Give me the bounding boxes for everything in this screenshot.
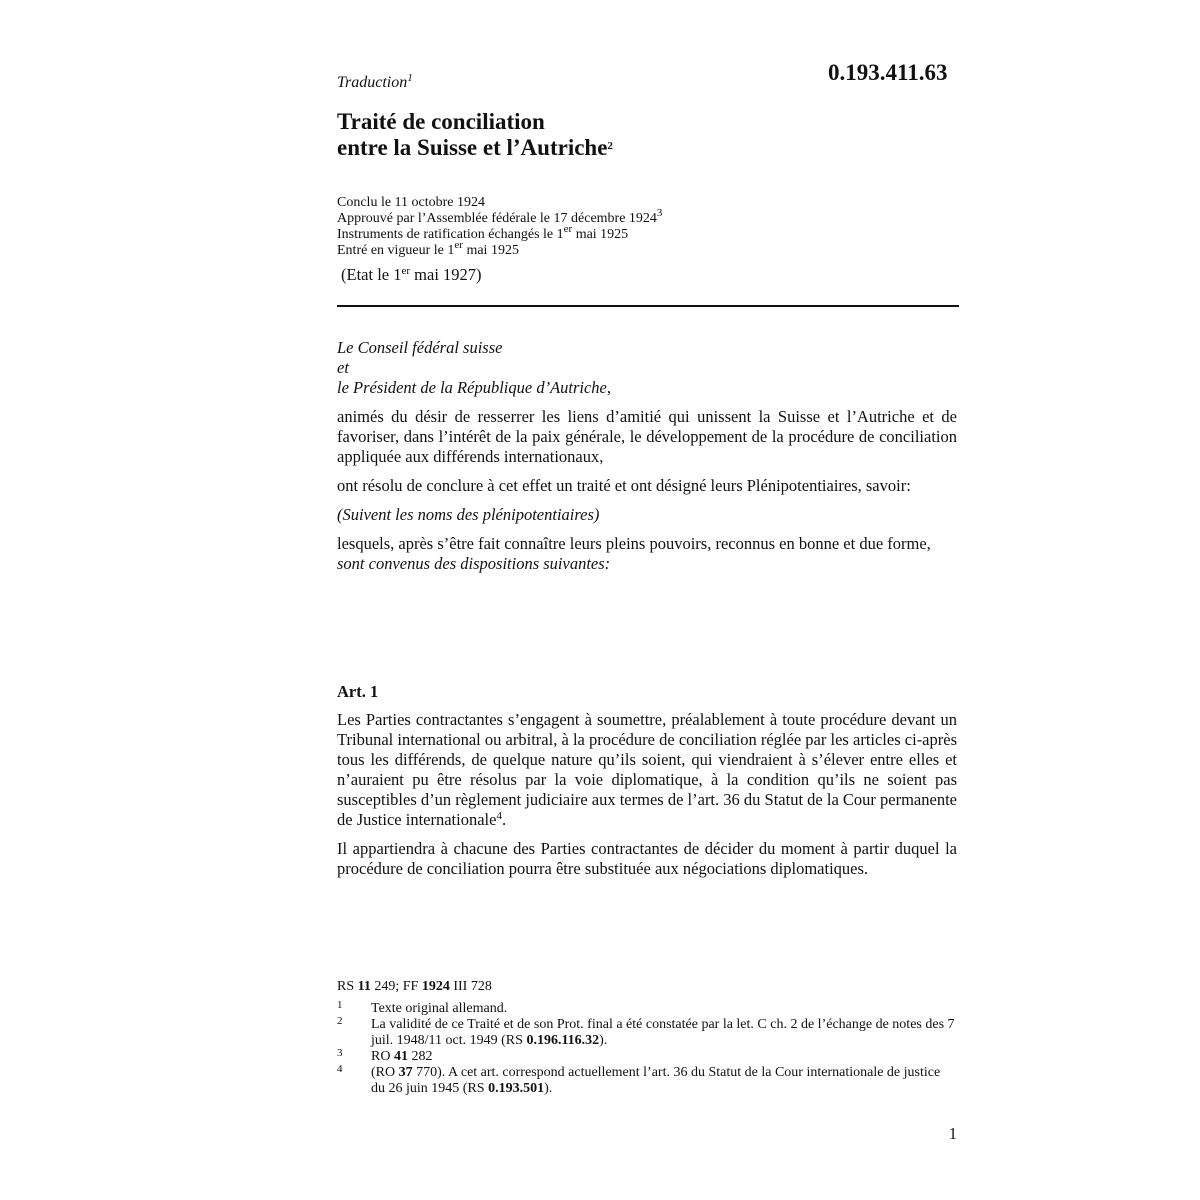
preamble-para-2: ont résolu de conclure à cet effet un traité et ont désigné leurs Plénipotentiaires, savoir: bbox=[337, 476, 911, 495]
footnote-4-ro-vol: 37 bbox=[398, 1065, 413, 1080]
footnote-2-num: 2 bbox=[337, 1015, 343, 1027]
footnote-3-num: 3 bbox=[337, 1047, 343, 1059]
footnote-2 bbox=[337, 1017, 957, 1049]
meta-approuve bbox=[337, 207, 957, 227]
article-1-para-1 bbox=[337, 710, 957, 830]
footnote-4 bbox=[337, 1065, 957, 1097]
fn-source-rs: RS bbox=[337, 979, 358, 994]
meta-entre-pre: Entré en vigueur le 1 bbox=[337, 243, 455, 258]
preamble-para-1: animés du désir de resserrer les liens d’amitié qui unissent la Suisse et l’Autriche et de favoriser, dans l’intérêt de la paix générale, le développement de la procédure de conciliation appliquée aux différends internationaux, bbox=[337, 407, 957, 466]
fn-source-rs-vol: 11 bbox=[357, 979, 371, 994]
footnote-2-pre: La validité de ce Traité et de son Prot. final a été constatée par la let. C ch. 2 de l’échange de notes des 7 juil. 1948/11 oct. 1949 (RS bbox=[371, 1017, 955, 1048]
footnote-4-rs-link[interactable]: 0.193.501 bbox=[488, 1080, 545, 1096]
meta-instruments bbox=[337, 223, 957, 243]
document-title bbox=[337, 109, 957, 161]
page-number: 1 bbox=[948, 1124, 957, 1143]
footnote-ref-2[interactable]: 2 bbox=[607, 140, 613, 152]
meta-approuve-text: Approuvé par l’Assemblée fédérale le 17 décembre 1924 bbox=[337, 211, 657, 226]
meta-instruments-pre: Instruments de ratification échangés le 1 bbox=[337, 227, 564, 242]
preamble-para-4: lesquels, après s’être fait connaître leurs pleins pouvoirs, reconnus en bonne et due forme, bbox=[337, 534, 931, 553]
footnote-3-ro-vol: 41 bbox=[393, 1049, 408, 1064]
footnote-3 bbox=[337, 1049, 957, 1065]
traduction-text: Traduction bbox=[337, 74, 408, 91]
meta-instruments-sup: er bbox=[563, 223, 573, 235]
footnote-4-text bbox=[371, 1065, 957, 1096]
footnote-source bbox=[337, 979, 957, 995]
traduction-label bbox=[337, 74, 957, 92]
preamble bbox=[337, 338, 957, 583]
footnote-4-num: 4 bbox=[337, 1063, 343, 1075]
title-line-1: Traité de conciliation bbox=[337, 109, 545, 134]
etat-sup: er bbox=[401, 265, 411, 277]
footnote-ref-3[interactable]: 3 bbox=[656, 207, 663, 219]
footnote-2-rs-link[interactable]: 0.196.116.32 bbox=[526, 1032, 600, 1048]
fn-source-ff-rest: III 728 bbox=[449, 979, 492, 994]
title-line-2-text: entre la Suisse et l’Autriche bbox=[337, 135, 608, 160]
meta-entre-sup: er bbox=[454, 239, 463, 251]
meta-instruments-post: mai 1925 bbox=[572, 227, 629, 242]
footnote-3-pre: RO bbox=[371, 1049, 394, 1064]
preamble-para-5: sont convenus des dispositions suivantes: bbox=[337, 554, 611, 573]
rs-number: 0.193.411.63 bbox=[828, 60, 948, 85]
treaty-metadata bbox=[337, 195, 957, 259]
article-1-heading: Art. 1 bbox=[337, 682, 379, 701]
header-divider bbox=[337, 305, 959, 307]
footnote-4-mid: 770). A cet art. correspond actuellement l’art. 36 du Statut de la Cour internationale de justice du 26 juin 1945 (RS bbox=[371, 1065, 941, 1096]
footnote-1-num: 1 bbox=[337, 999, 343, 1011]
footnote-4-post: ). bbox=[544, 1080, 553, 1096]
etat-pre: (Etat le 1 bbox=[341, 265, 402, 284]
preamble-et: et bbox=[337, 358, 349, 377]
meta-conclu: Conclu le 11 octobre 1924 bbox=[337, 195, 486, 210]
title-line-2 bbox=[337, 135, 957, 161]
meta-entre bbox=[337, 239, 957, 259]
footnote-2-text bbox=[371, 1017, 957, 1048]
footnote-4-pre: (RO bbox=[371, 1065, 399, 1080]
preamble-party-1: Le Conseil fédéral suisse bbox=[337, 338, 503, 357]
footnote-1 bbox=[337, 1001, 957, 1017]
article-1-para-1-end: . bbox=[501, 810, 507, 829]
article-1-para-2: Il appartiendra à chacune des Parties contractantes de décider du moment à partir duquel la procédure de conciliation pourra être substituée aux négociations diplomatiques. bbox=[337, 839, 957, 878]
etat-post: mai 1927) bbox=[410, 265, 482, 284]
footnote-2-post: ). bbox=[599, 1032, 608, 1048]
preamble-party-2: le Président de la République d’Autriche, bbox=[337, 378, 612, 397]
fn-source-ff-year: 1924 bbox=[421, 979, 450, 994]
footnote-3-post: 282 bbox=[407, 1049, 433, 1064]
fn-source-rs-page: 249; FF bbox=[370, 979, 422, 994]
preamble-para-3: (Suivent les noms des plénipotentiaires) bbox=[337, 505, 600, 524]
footnote-1-text: Texte original allemand. bbox=[371, 1001, 508, 1016]
meta-entre-post: mai 1925 bbox=[462, 243, 519, 258]
article-1-body bbox=[337, 710, 957, 888]
footnote-ref-1[interactable]: 1 bbox=[407, 72, 413, 84]
footnote-ref-4[interactable]: 4 bbox=[496, 810, 502, 822]
etat-date bbox=[341, 265, 482, 285]
footnote-3-text bbox=[371, 1049, 957, 1065]
article-1-para-1-text: Les Parties contractantes s’engagent à soumettre, préalablement à toute procédure devant un Tribunal international ou arbitral, à la procédure de conciliation réglée par les articles ci-après tous les différends, de quelque nature qu’ils soient, qui viendraient à s’élever entre elles et n’auraient pu être résolus par la voie diplomatique, à la condition qu’ils ne soient pas susceptibles d’un règlement judiciaire aux termes de l’art. 36 du Statut de la Cour permanente de Justice internationale bbox=[337, 710, 957, 829]
